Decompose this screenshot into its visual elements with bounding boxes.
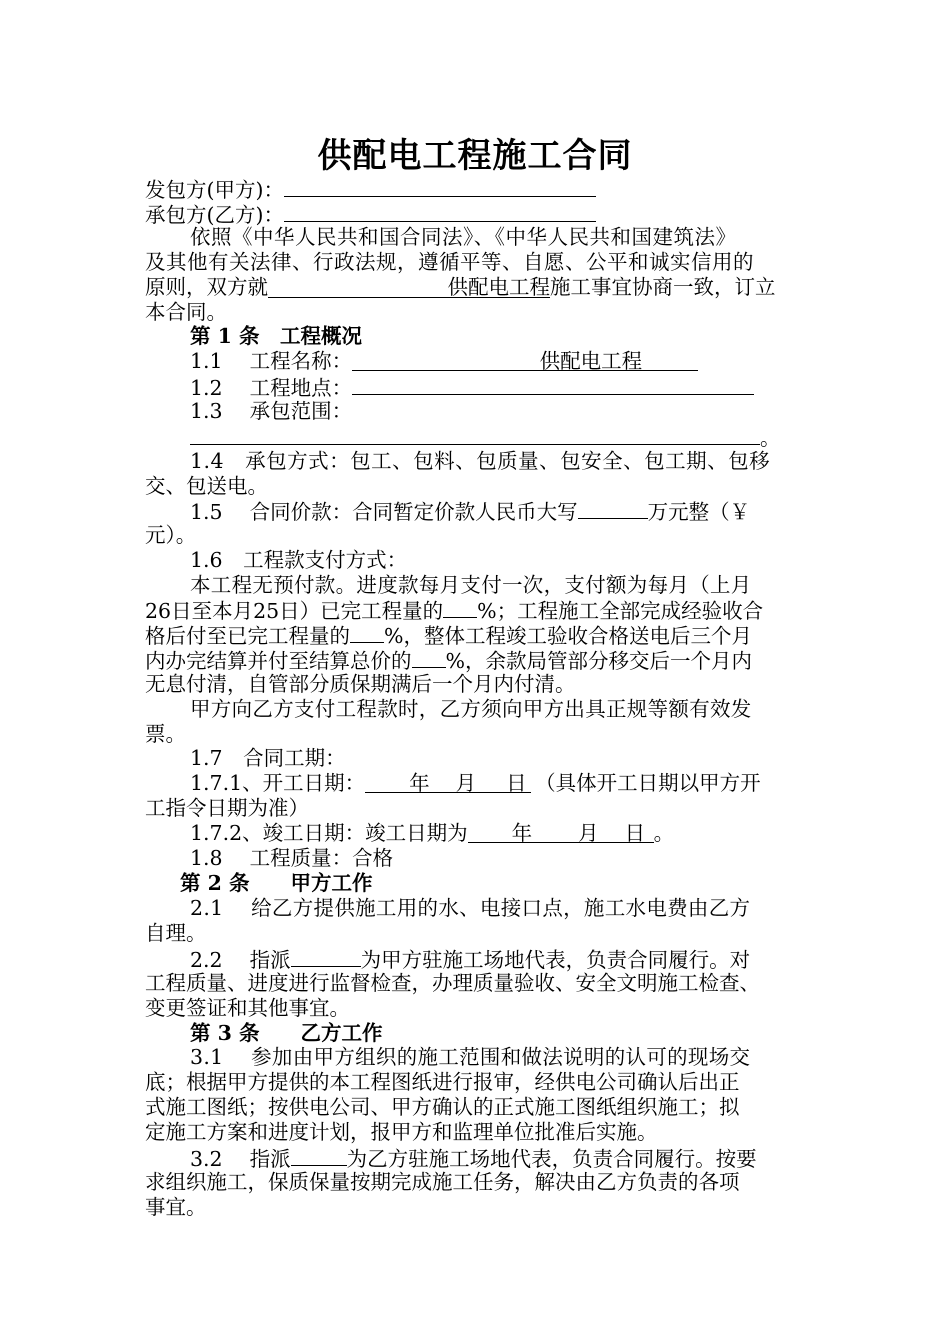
intro-line-1: 依照《中华人民共和国合同法》、《中华人民共和国建筑法》	[190, 225, 737, 249]
article-3-heading: 第 3 条 乙方工作	[190, 1021, 383, 1045]
party-a-blank[interactable]	[284, 176, 596, 197]
s18-line: 1.8 工程质量：合格	[190, 846, 394, 870]
party-b-blank[interactable]	[284, 201, 596, 222]
article-2-heading: 第 2 条 甲方工作	[180, 871, 373, 895]
party-b-rep-blank[interactable]	[291, 1145, 347, 1166]
s12-label: 1.2 工程地点：	[190, 376, 353, 400]
s32-text-a: 3.2 指派	[190, 1147, 291, 1171]
s22-line-3: 变更签证和其他事宜。	[145, 996, 350, 1020]
start-day-label: 日	[506, 771, 527, 795]
s16-text-a: 26日至本月25日）已完工程量的	[145, 599, 444, 623]
s11-line	[190, 349, 858, 373]
s32-line-1	[190, 1145, 858, 1169]
end-date-blank[interactable]	[468, 823, 654, 843]
s11-label: 1.1 工程名称：	[190, 349, 353, 373]
end-date-label: 1.7.2、竣工日期：竣工日期为	[190, 821, 468, 845]
s12-blank[interactable]	[352, 374, 754, 395]
s16-text-f: %，余款局管部分移交后一个月内	[445, 649, 752, 673]
page-title: 供配电工程施工合同	[317, 136, 633, 176]
s16-line-5: 无息付清，自管部分质保期满后一个月内付清。	[145, 672, 576, 696]
s16-label: 1.6 工程款支付方式：	[190, 548, 408, 572]
intro-line-4: 本合同。	[145, 300, 227, 324]
s15-text: 1.5 合同价款：合同暂定价款人民币大写	[190, 500, 578, 524]
start-date-blank[interactable]	[365, 773, 531, 793]
s16-text-b: %；工程施工全部完成经验收合	[477, 599, 764, 623]
progress-percent-blank[interactable]	[443, 597, 477, 618]
s31-line-4: 定施工方案和进度计划，报甲方和监理单位批准后实施。	[145, 1120, 658, 1144]
s15-unit: 万元整（￥	[647, 500, 751, 524]
intro-prefix: 原则，双方就	[145, 275, 268, 299]
s14-line-1: 1.4 承包方式：包工、包料、包质量、包安全、包工期、包移	[190, 449, 771, 473]
s13-end: 。	[760, 426, 781, 450]
intro-line-2: 及其他有关法律、行政法规，遵循平等、自愿、公平和诚实信用的	[145, 250, 754, 274]
s22-line-2: 工程质量、进度进行监督检查，办理质量验收、安全文明施工检查、	[145, 971, 760, 995]
s32-text-b: 为乙方驻施工场地代表，负责合同履行。按要	[346, 1147, 757, 1171]
party-a-line	[145, 176, 813, 200]
intro-suffix: 施工事宜协商一致，订立	[550, 275, 776, 299]
start-date-note: （具体开工日期以甲方开	[535, 771, 761, 795]
end-date-end: 。	[653, 821, 675, 845]
s13-line	[190, 424, 858, 448]
price-words-blank[interactable]	[578, 498, 648, 519]
end-month-label: 月	[578, 821, 599, 845]
article-1-heading: 第 1 条 工程概况	[190, 324, 363, 348]
s21-line-2: 自理。	[145, 921, 207, 945]
s15-line-1	[190, 498, 858, 522]
s16-text-e: 内办完结算并付至结算总价的	[145, 649, 412, 673]
s171-line-1	[190, 771, 858, 795]
s31-line-2: 底；根据甲方提供的本工程图纸进行报审，经供电公司确认后出正	[145, 1070, 740, 1094]
s16-line-4	[145, 647, 813, 671]
project-name-blank[interactable]: 供配电工程	[268, 277, 550, 298]
s16-text-c: 格后付至已完工程量的	[145, 624, 350, 648]
start-year-label: 年	[409, 771, 430, 795]
s22-line-1	[190, 946, 858, 970]
invoice-line-1: 甲方向乙方支付工程款时，乙方须向甲方出具正规等额有效发	[190, 697, 752, 721]
s21-line-1: 2.1 给乙方提供施工用的水、电接口点，施工水电费由乙方	[190, 896, 751, 920]
s22-text-b: 为甲方驻施工场地代表，负责合同履行。对	[360, 948, 751, 972]
s171-line-2: 工指令日期为准）	[145, 796, 309, 820]
start-month-label: 月	[455, 771, 477, 795]
s13-blank[interactable]	[190, 424, 760, 445]
s12-line	[190, 374, 858, 398]
s32-line-2: 求组织施工，保质保量按期完成施工任务，解决由乙方负责的各项	[145, 1170, 740, 1194]
invoice-line-2: 票。	[145, 722, 186, 746]
s31-line-1: 3.1 参加由甲方组织的施工范围和做法说明的认可的现场交	[190, 1045, 751, 1069]
s172-line	[190, 821, 858, 845]
s14-line-2: 交、包送电。	[145, 474, 268, 498]
end-day-label: 日	[624, 821, 646, 845]
intro-line-3	[145, 275, 813, 299]
party-a-rep-blank[interactable]	[291, 946, 361, 967]
s13-label: 1.3 承包范围：	[190, 399, 353, 423]
s22-text-a: 2.2 指派	[190, 948, 291, 972]
s16-line-2	[145, 597, 813, 621]
s31-line-3: 式施工图纸；按供电公司、甲方确认的正式施工图纸组织施工；拟	[145, 1095, 740, 1119]
s32-line-3: 事宜。	[145, 1195, 207, 1219]
party-a-label: 发包方(甲方)：	[145, 178, 284, 202]
end-year-label: 年	[511, 821, 533, 845]
acceptance-percent-blank[interactable]	[350, 622, 384, 643]
s11-value[interactable]: 供配电工程	[352, 351, 698, 371]
s15-line-2: 元）。	[145, 523, 197, 547]
s16-text-d: %，整体工程竣工验收合格送电后三个月	[384, 624, 752, 648]
settlement-percent-blank[interactable]	[412, 647, 446, 668]
party-b-label: 承包方(乙方)：	[145, 203, 284, 227]
s17-label: 1.7 合同工期：	[190, 746, 346, 770]
party-b-line	[145, 201, 813, 225]
s16-line-3	[145, 622, 813, 646]
s16-line-1: 本工程无预付款。进度款每月支付一次，支付额为每月（上月	[190, 573, 752, 597]
start-date-label: 1.7.1、开工日期：	[190, 771, 366, 795]
